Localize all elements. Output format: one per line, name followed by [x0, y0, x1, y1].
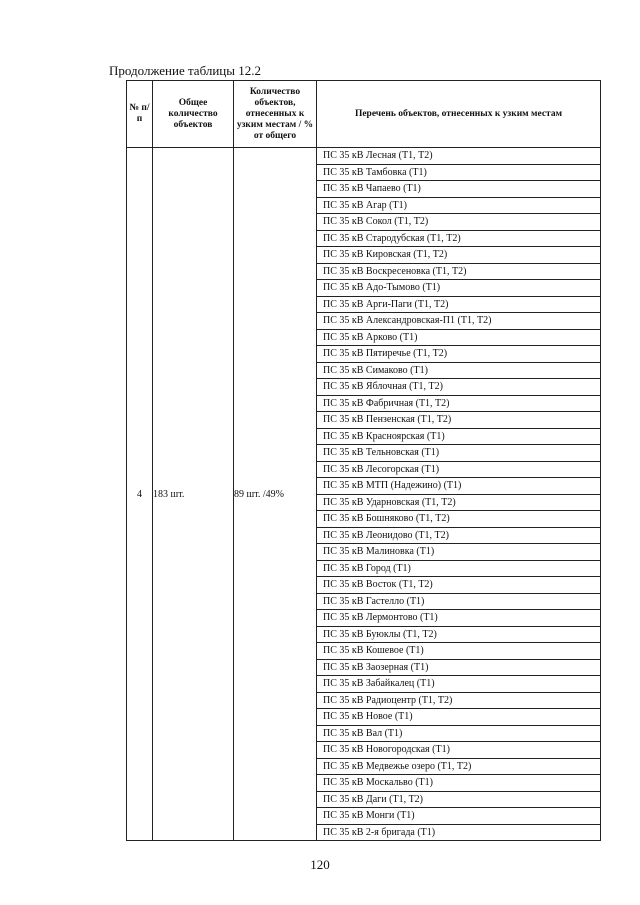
list-item [317, 181, 600, 198]
list-item [317, 725, 600, 742]
object-name: ПС 35 кВ Москальво (Т1) [317, 775, 600, 792]
list-item [317, 214, 600, 231]
list-item [317, 676, 600, 693]
list-item [317, 494, 600, 511]
object-name: ПС 35 кВ Чапаево (Т1) [317, 181, 600, 198]
header-total: Общее количество объектов [153, 81, 234, 148]
list-item [317, 626, 600, 643]
object-name: ПС 35 кВ Ударновская (Т1, Т2) [317, 494, 600, 511]
list-item [317, 362, 600, 379]
list-item [317, 824, 600, 840]
object-name: ПС 35 кВ 2-я бригада (Т1) [323, 826, 436, 838]
object-name: ПС 35 кВ Радиоцентр (Т1, Т2) [317, 692, 600, 709]
list-item [317, 791, 600, 808]
list-item [317, 412, 600, 429]
list-item [317, 280, 600, 297]
object-list [317, 148, 600, 840]
header-num: № п/п [127, 81, 153, 148]
object-name: ПС 35 кВ Кировская (Т1, Т2) [317, 247, 600, 264]
object-name: ПС 35 кВ Яблочная (Т1, Т2) [317, 379, 600, 396]
object-name: ПС 35 кВ Забайкалец (Т1) [317, 676, 600, 693]
bottleneck-table [126, 80, 601, 841]
object-name: ПС 35 кВ Тамбовка (Т1) [317, 164, 600, 181]
object-name: ПС 35 кВ Пензенская (Т1, Т2) [317, 412, 600, 429]
list-item [317, 230, 600, 247]
object-name: ПС 35 кВ Лесная (Т1, Т2) [317, 148, 600, 164]
header-bottleneck-count: Количество объектов, отнесенных к узким местам / % от общего [234, 81, 317, 148]
object-name: ПС 35 кВ Новогородская (Т1) [317, 742, 600, 759]
page-number: 120 [310, 857, 330, 872]
object-name: ПС 35 кВ Медвежье озеро (Т1, Т2) [317, 758, 600, 775]
object-name: ПС 35 кВ Кошевое (Т1) [317, 643, 600, 660]
list-item [317, 709, 600, 726]
object-name: ПС 35 кВ Александровская-П1 (Т1, Т2) [317, 313, 600, 330]
list-item [317, 313, 600, 330]
list-item [317, 478, 600, 495]
row-total: 183 шт. [153, 148, 234, 841]
list-item [317, 643, 600, 660]
list-item [317, 659, 600, 676]
object-name: ПС 35 кВ Город (Т1) [317, 560, 600, 577]
object-name: ПС 35 кВ Монги (Т1) [317, 808, 600, 825]
object-name: ПС 35 кВ Новое (Т1) [317, 709, 600, 726]
list-item [317, 329, 600, 346]
list-item [317, 775, 600, 792]
list-item [317, 610, 600, 627]
list-item [317, 296, 600, 313]
object-name: ПС 35 кВ Гастелло (Т1) [317, 593, 600, 610]
object-name: ПС 35 кВ Воскресеновка (Т1, Т2) [317, 263, 600, 280]
list-item [317, 395, 600, 412]
object-name: ПС 35 кВ Лесогорская (Т1) [317, 461, 600, 478]
list-item [317, 461, 600, 478]
list-item [317, 758, 600, 775]
object-name: ПС 35 кВ Тельновская (Т1) [317, 445, 600, 462]
list-item [317, 379, 600, 396]
object-name: ПС 35 кВ Вал (Т1) [317, 725, 600, 742]
header-object-list: Перечень объектов, отнесенных к узким местам [317, 81, 601, 148]
list-item [317, 527, 600, 544]
table-row [127, 148, 601, 841]
object-name: ПС 35 кВ Сокол (Т1, Т2) [317, 214, 600, 231]
list-item [317, 742, 600, 759]
list-item [317, 148, 600, 164]
object-name: ПС 35 кВ Арково (Т1) [317, 329, 600, 346]
object-name: ПС 35 кВ Арги-Паги (Т1, Т2) [317, 296, 600, 313]
object-name: ПС 35 кВ Симаково (Т1) [317, 362, 600, 379]
list-item [317, 560, 600, 577]
list-item [317, 263, 600, 280]
object-name: ПС 35 кВ Малиновка (Т1) [317, 544, 600, 561]
object-name: ПС 35 кВ Агар (Т1) [317, 197, 600, 214]
object-name: ПС 35 кВ Адо-Тымово (Т1) [317, 280, 600, 297]
object-name: ПС 35 кВ Фабричная (Т1, Т2) [317, 395, 600, 412]
object-name: ПС 35 кВ Стародубская (Т1, Т2) [317, 230, 600, 247]
list-item [317, 808, 600, 825]
list-item [317, 692, 600, 709]
list-item [317, 511, 600, 528]
row-num: 4 [127, 148, 153, 841]
object-name: ПС 35 кВ Восток (Т1, Т2) [317, 577, 600, 594]
list-item [317, 593, 600, 610]
table-caption: Продолжение таблицы 12.2 [109, 63, 261, 78]
object-name: ПС 35 кВ Буюклы (Т1, Т2) [317, 626, 600, 643]
list-item [317, 428, 600, 445]
object-name: ПС 35 кВ Пятиречье (Т1, Т2) [317, 346, 600, 363]
object-name: ПС 35 кВ Красноярская (Т1) [317, 428, 600, 445]
object-name: ПС 35 кВ Лермонтово (Т1) [317, 610, 600, 627]
list-item [317, 164, 600, 181]
header-row [127, 81, 601, 148]
list-item [317, 577, 600, 594]
list-item [317, 346, 600, 363]
list-item [317, 544, 600, 561]
list-item [317, 247, 600, 264]
list-item [317, 197, 600, 214]
object-name: ПС 35 кВ Леонидово (Т1, Т2) [317, 527, 600, 544]
object-name: ПС 35 кВ МТП (Надежино) (Т1) [317, 478, 600, 495]
row-bottleneck: 89 шт. /49% [234, 148, 317, 841]
object-name: ПС 35 кВ Даги (Т1, Т2) [317, 791, 600, 808]
object-name: ПС 35 кВ Бошняково (Т1, Т2) [317, 511, 600, 528]
object-name: ПС 35 кВ Заозерная (Т1) [317, 659, 600, 676]
object-list-cell [317, 148, 601, 841]
list-item [317, 445, 600, 462]
